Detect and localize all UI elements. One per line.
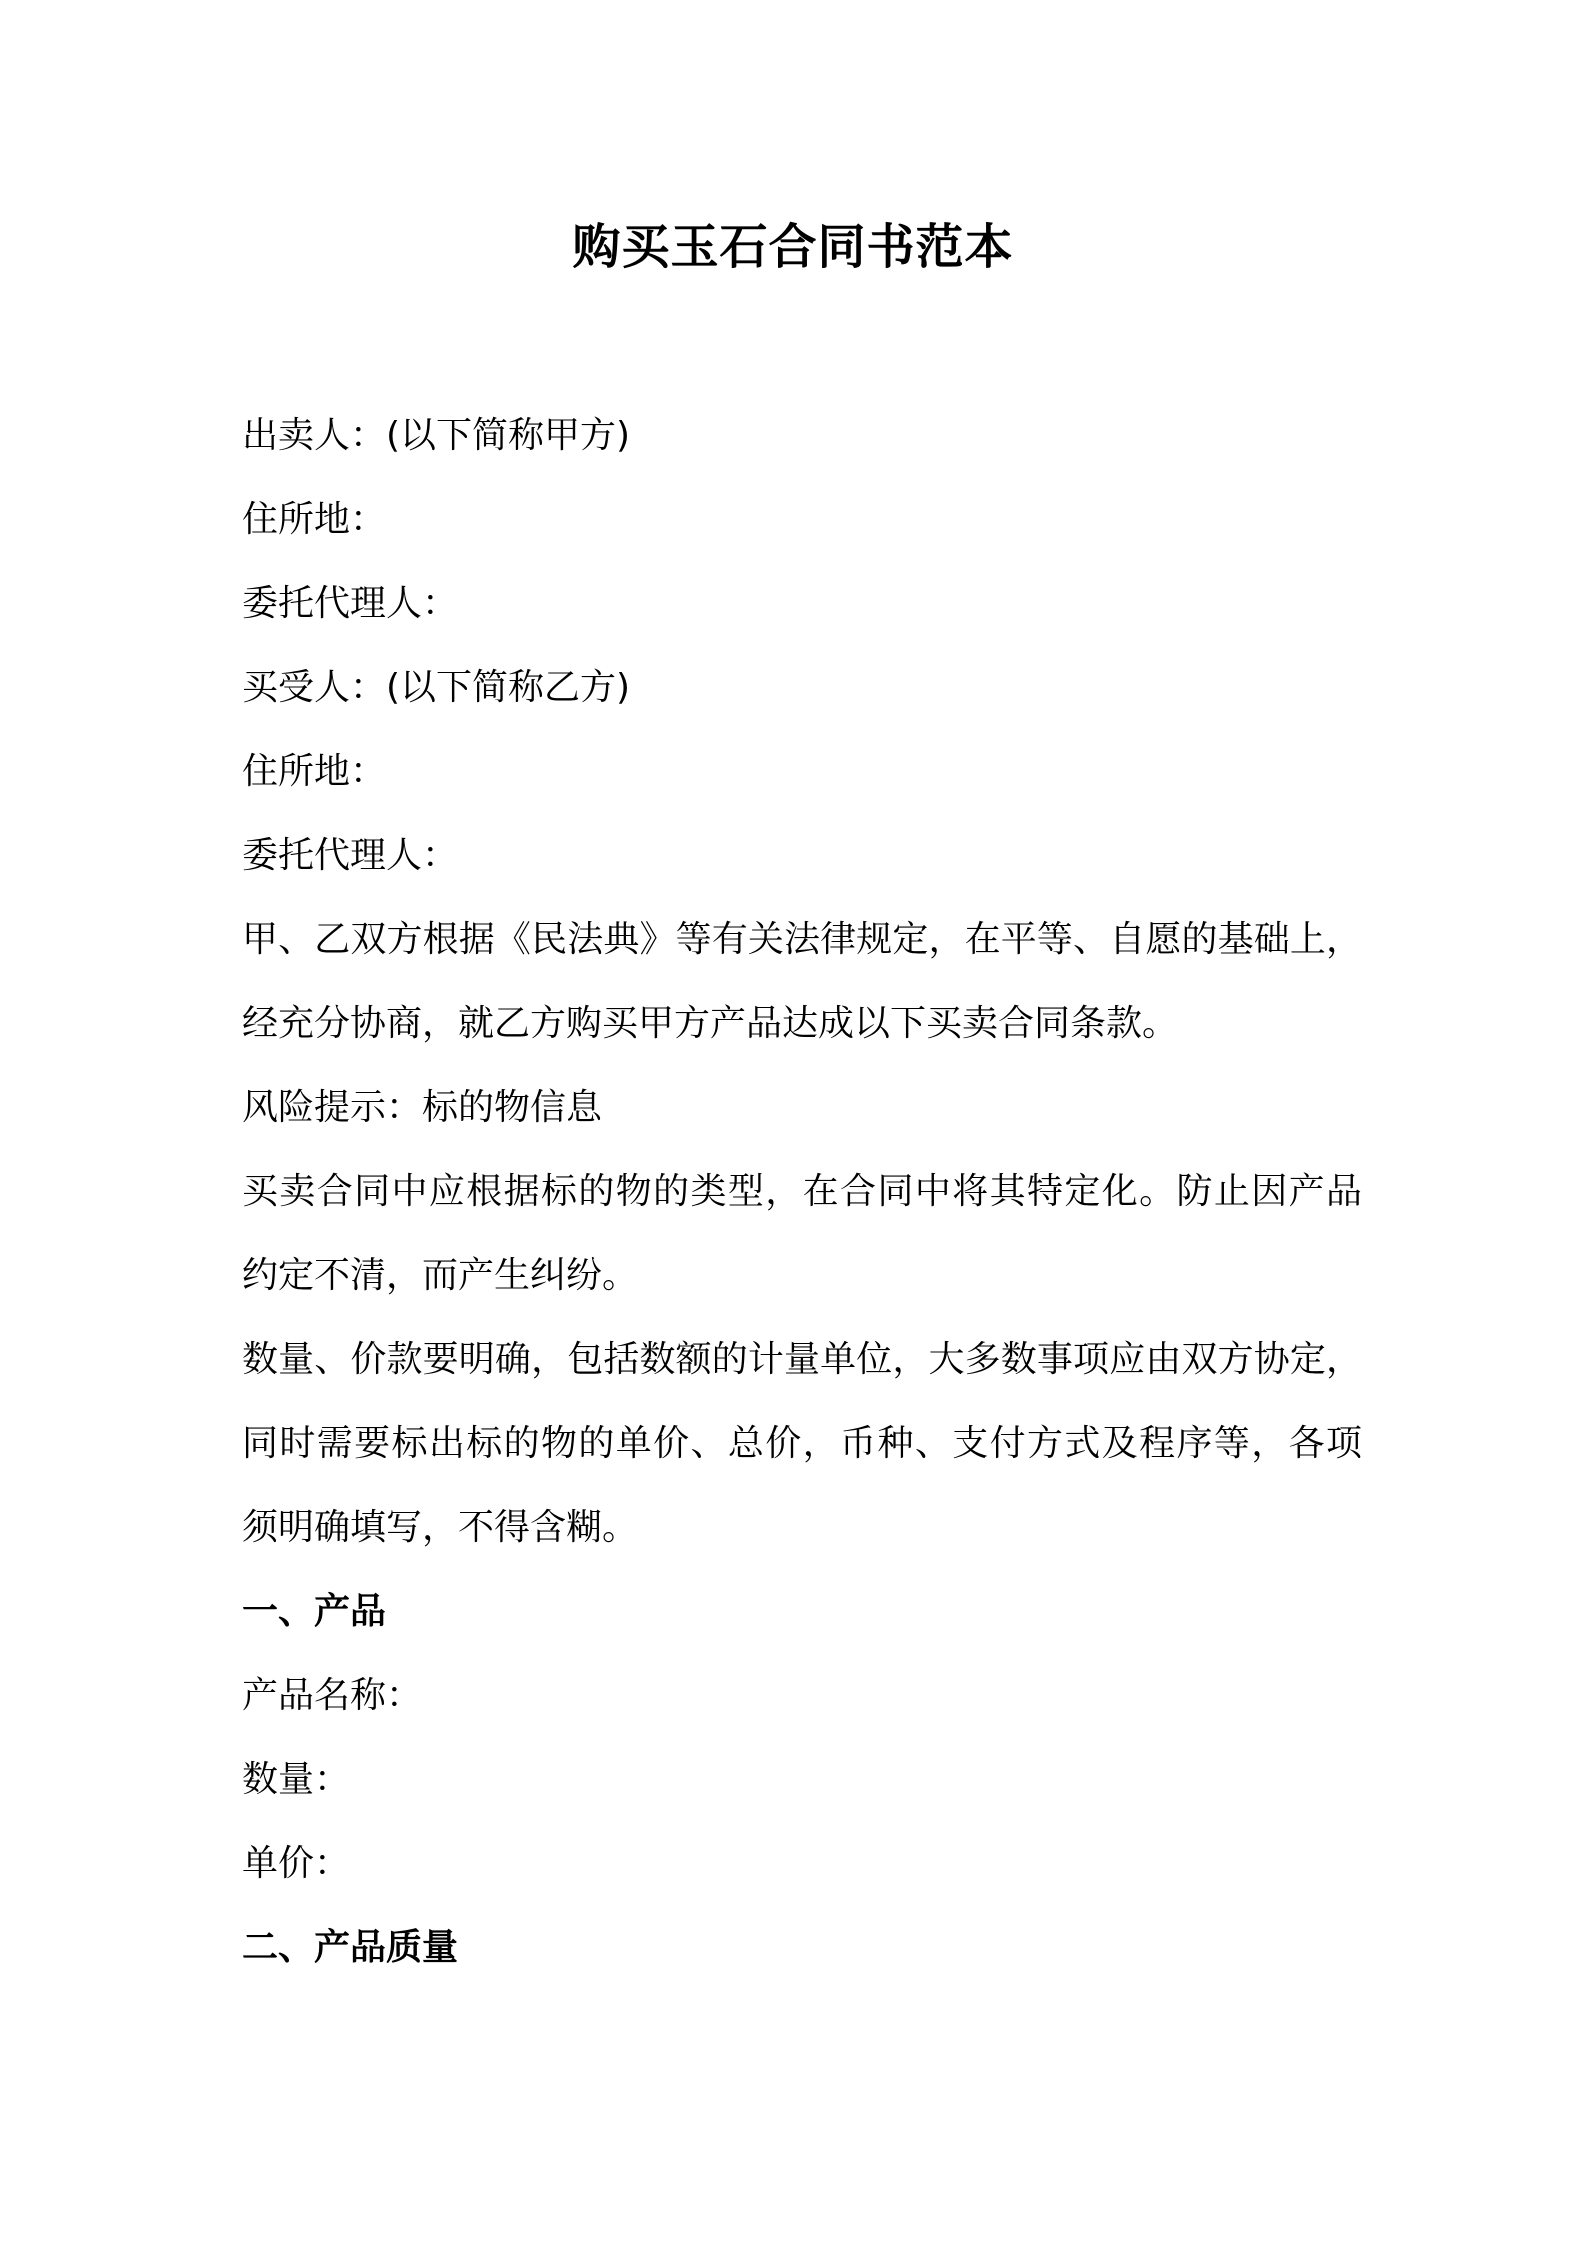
risk-notice-line-1: 买卖合同中应根据标的物的类型，在合同中将其特定化。防止因产品 (242, 1171, 1362, 1212)
buyer-address-line: 住所地： (242, 751, 387, 792)
preamble-line-1: 甲、乙双方根据《民法典》等有关法律规定，在平等、自愿的基础上， (242, 919, 1362, 960)
document-title: 购买玉石合同书范本 (572, 219, 1014, 275)
seller-line: 出卖人：(以下简称甲方) (242, 415, 631, 456)
quantity-price-line-1: 数量、价款要明确，包括数额的计量单位，大多数事项应由双方协定， (242, 1339, 1362, 1380)
quantity-price-line-2: 同时需要标出标的物的单价、总价，币种、支付方式及程序等，各项 (242, 1423, 1362, 1464)
risk-notice-line-2: 约定不清，而产生纠纷。 (242, 1255, 639, 1296)
product-unit-price-line: 单价： (242, 1843, 351, 1884)
product-quantity-line: 数量： (242, 1759, 351, 1800)
seller-address-line: 住所地： (242, 499, 387, 540)
risk-notice-heading: 风险提示：标的物信息 (242, 1087, 603, 1128)
section-heading-product: 一、产品 (242, 1591, 387, 1632)
buyer-line: 买受人：(以下简称乙方) (242, 667, 631, 708)
buyer-agent-line: 委托代理人： (242, 835, 459, 876)
seller-agent-line: 委托代理人： (242, 583, 459, 624)
preamble-line-2: 经充分协商，就乙方购买甲方产品达成以下买卖合同条款。 (242, 1003, 1179, 1044)
product-name-line: 产品名称： (242, 1675, 423, 1716)
quantity-price-line-3: 须明确填写，不得含糊。 (242, 1507, 639, 1548)
section-heading-quality: 二、产品质量 (242, 1927, 459, 1968)
